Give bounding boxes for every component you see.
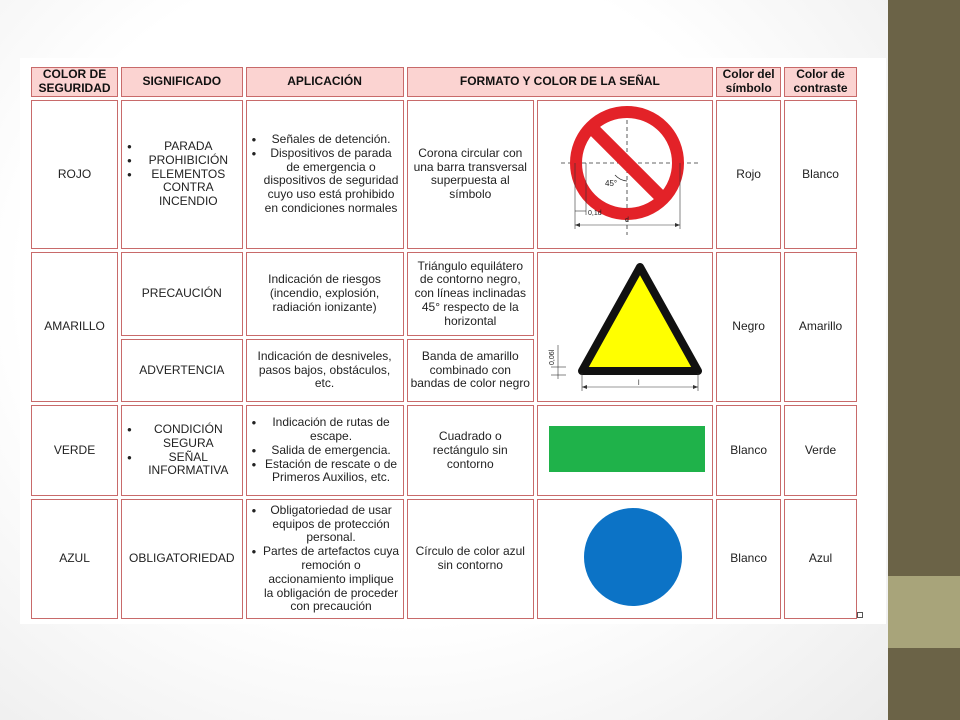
cell-color: VERDE [31,405,118,496]
header-contrast-color: Color de contraste [784,67,857,97]
warning-triangle-icon [541,255,711,395]
cell-contrast-color: Amarillo [784,252,857,402]
cell-color: AMARILLO [31,252,118,402]
cell-symbol-color: Blanco [716,405,781,496]
height-label: 0,06l [549,350,557,366]
cell-meaning: OBLIGATORIEDAD [121,499,243,619]
cell-color: AZUL [31,499,118,619]
list-item: • ELEMENTOS CONTRA INCENDIO [138,168,239,209]
side-label: l [638,380,640,388]
list-item: • CONDICIÓN SEGURA [138,423,239,451]
prohibition-icon [541,103,711,243]
slide-sidebar-accent [888,576,960,648]
cell-meaning [121,100,243,250]
cell-contrast-color: Verde [784,405,857,496]
cell-symbol [537,499,713,619]
cell-contrast-color: Azul [784,499,857,619]
cell-format: Círculo de color azul sin contorno [407,499,535,619]
cell-meaning: PRECAUCIÓN [121,252,243,336]
cell-color: ROJO [31,100,118,250]
list-item: • Estación de rescate o de Primeros Auxilios, etc. [263,458,400,486]
angle-label: 45° [605,178,618,188]
cell-application [246,499,404,619]
list-item: • Dispositivos de parada de emergencia o dispositivos de seguridad cuyo uso está prohibido en condiciones normales [263,147,400,216]
table-row-red [31,100,857,250]
list-item: • SEÑAL INFORMATIVA [138,451,239,479]
list-item: • Partes de artefactos cuya remoción o accionamiento implique la obligación de proceder con precaución [263,545,400,614]
cell-format: Cuadrado o rectángulo sin contorno [407,405,535,496]
list-item: • Señales de detención. [263,133,400,147]
header-symbol-color: Color del símbolo [716,67,781,97]
cell-application [246,100,404,250]
cell-format: Corona circular con una barra transversal superpuesta al símbolo [407,100,535,250]
header-meaning: SIGNIFICADO [121,67,243,97]
list-item: • PARADA [138,140,239,154]
table-row-yellow-1 [31,252,857,336]
cell-meaning: ADVERTENCIA [121,339,243,402]
cell-symbol-color: Negro [716,252,781,402]
cell-symbol [537,252,713,402]
list-item: • Indicación de rutas de escape. [263,416,400,444]
table-row-blue [31,499,857,619]
blue-circle-icon [541,502,711,612]
header-application: APLICACIÓN [246,67,404,97]
table-resize-handle[interactable] [857,612,863,618]
cell-contrast-color: Blanco [784,100,857,250]
safety-colors-table-container [20,58,886,624]
header-color: COLOR DE SEGURIDAD [31,67,118,97]
list-item: • PROHIBICIÓN [138,154,239,168]
green-rectangle-icon [541,409,711,489]
safety-colors-table [28,64,860,622]
header-format: FORMATO Y COLOR DE LA SEÑAL [407,67,714,97]
diameter-label: d [625,216,629,224]
cell-application: Indicación de riesgos (incendio, explosión, radiación ionizante) [246,252,404,336]
list-item: • Salida de emergencia. [263,444,400,458]
cell-symbol-color: Blanco [716,499,781,619]
cell-format: Triángulo equilátero de contorno negro, con líneas inclinadas 45° respecto de la horizontal [407,252,535,336]
cell-format: Banda de amarillo combinado con bandas de color negro [407,339,535,402]
cell-symbol [537,100,713,250]
cell-application [246,405,404,496]
cell-symbol [537,405,713,496]
list-item: • Obligatoriedad de usar equipos de protección personal. [263,504,400,545]
cell-application: Indicación de desniveles, pasos bajos, obstáculos, etc. [246,339,404,402]
cell-meaning [121,405,243,496]
ring-width-label: 0,1d [588,209,602,217]
table-row-green [31,405,857,496]
table-header-row [31,67,857,97]
cell-symbol-color: Rojo [716,100,781,250]
